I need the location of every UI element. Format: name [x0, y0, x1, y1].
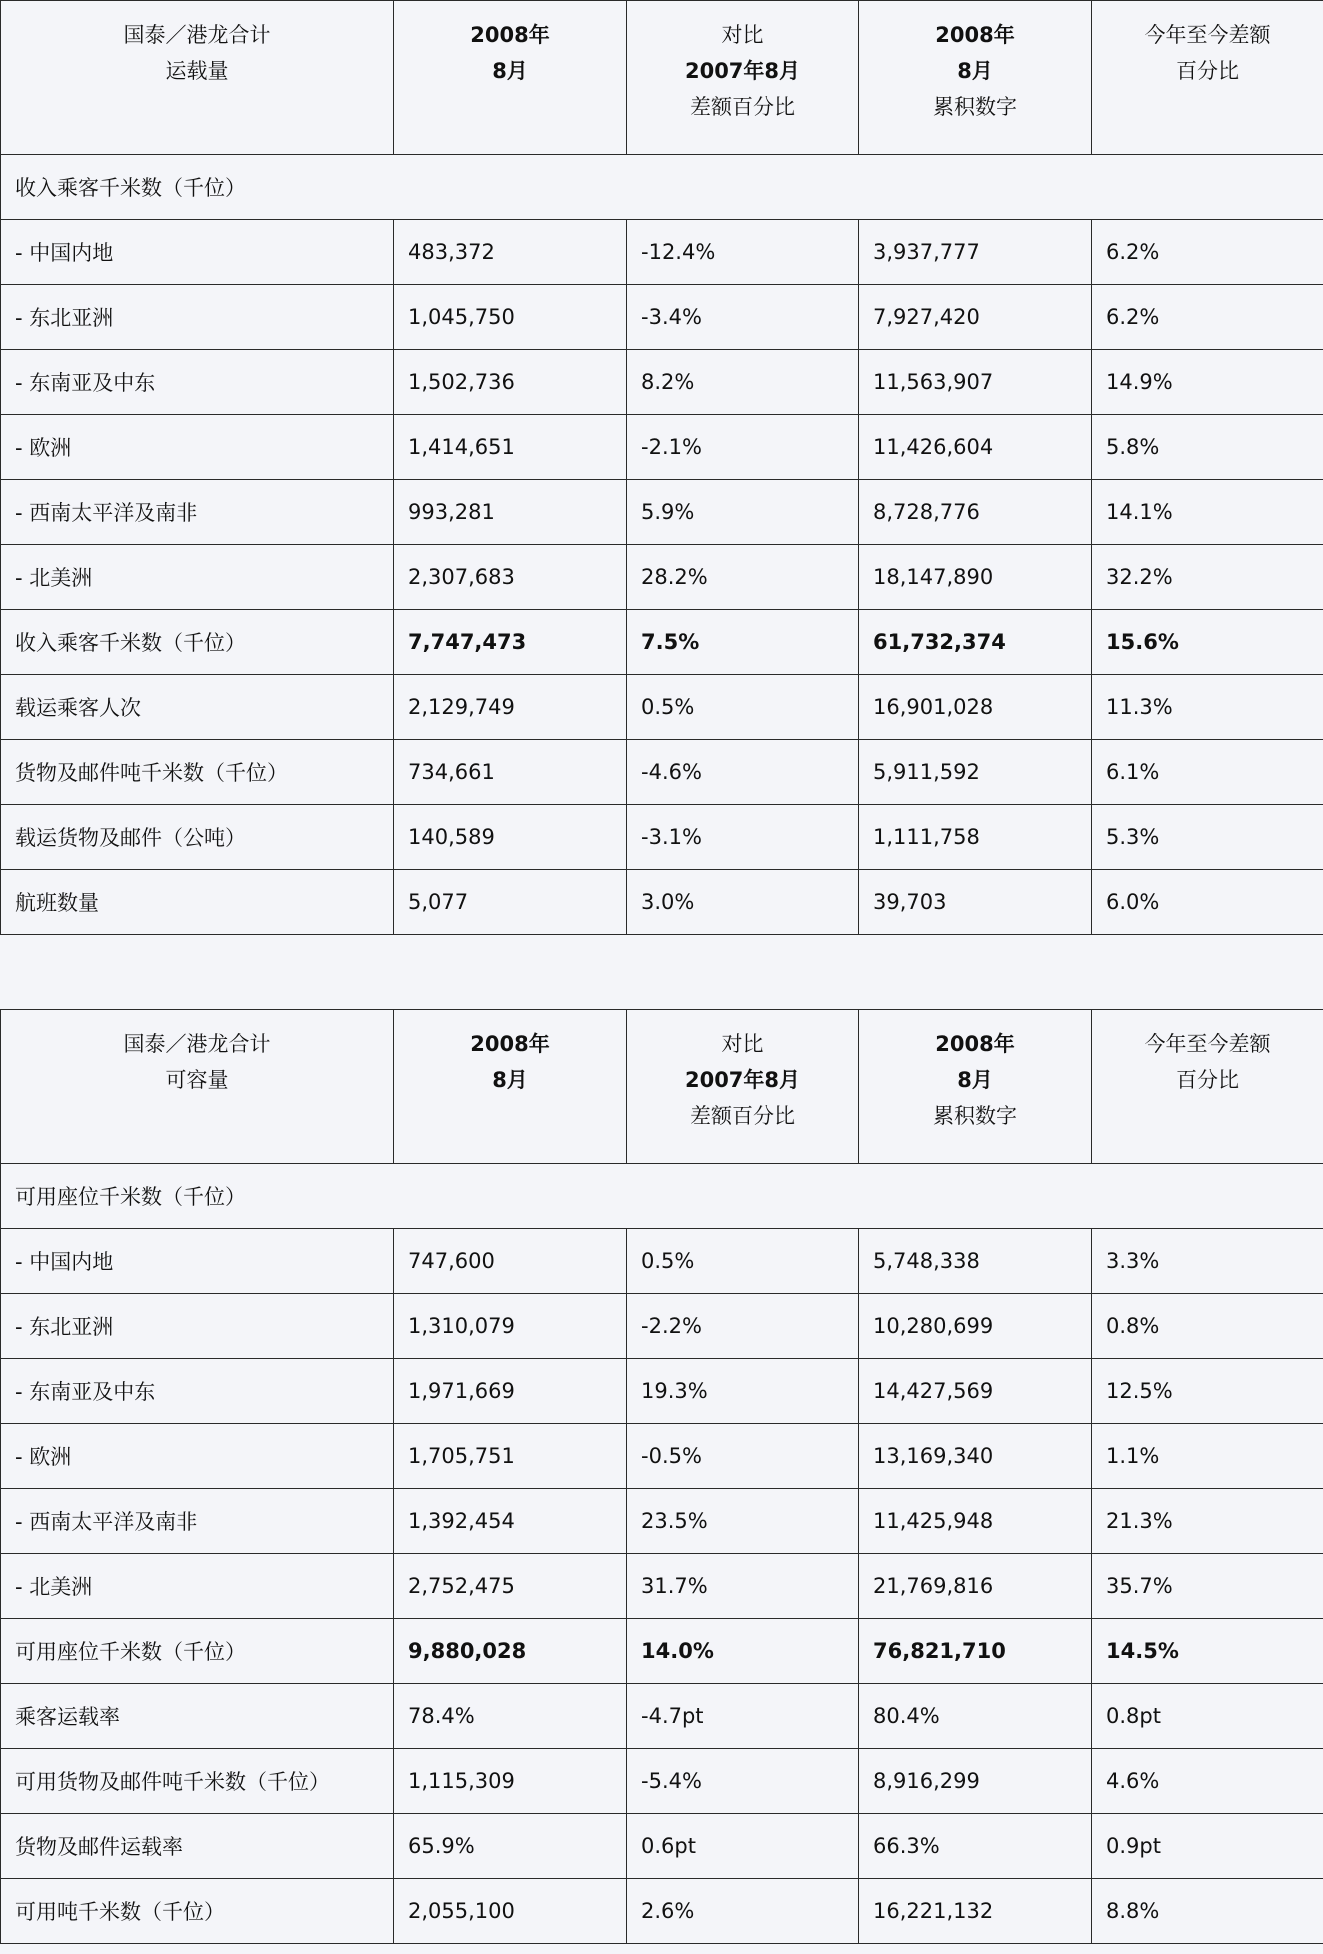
ytd-value: 6.0%: [1092, 870, 1323, 935]
header-line: 百分比: [1176, 59, 1239, 83]
traffic-table: [0, 0, 1323, 935]
ytd-value: 8.8%: [1092, 1879, 1323, 1944]
cumulative-value: 11,426,604: [859, 415, 1092, 480]
table-row: [1, 1294, 1323, 1359]
ytd-value: 1.1%: [1092, 1424, 1323, 1489]
cumulative-value: 1,111,758: [859, 805, 1092, 870]
change-value: 0.6pt: [627, 1814, 859, 1879]
ytd-value: 21.3%: [1092, 1489, 1323, 1554]
row-label: - 西南太平洋及南非: [1, 480, 394, 545]
table-row: [1, 1424, 1323, 1489]
row-label: - 欧洲: [1, 1424, 394, 1489]
cumulative-value: 16,221,132: [859, 1879, 1092, 1944]
section-row: [1, 1164, 1323, 1229]
ytd-value: 0.8pt: [1092, 1684, 1323, 1749]
header-metric: [1, 1010, 394, 1164]
ytd-value: 14.9%: [1092, 350, 1323, 415]
ytd-value: 5.3%: [1092, 805, 1323, 870]
table-row: [1, 480, 1323, 545]
cumulative-value: 11,563,907: [859, 350, 1092, 415]
header-line: 8月: [492, 59, 528, 83]
section-label: 收入乘客千米数（千位）: [1, 155, 1323, 220]
section-row: [1, 155, 1323, 220]
header-line: 今年至今差额: [1144, 1032, 1271, 1056]
change-value: -4.7pt: [627, 1684, 859, 1749]
header-line: 累积数字: [933, 1104, 1017, 1128]
change-value: 31.7%: [627, 1554, 859, 1619]
cumulative-value: 66.3%: [859, 1814, 1092, 1879]
ytd-value: 0.8%: [1092, 1294, 1323, 1359]
capacity-table: [0, 1009, 1323, 1944]
header-line: 对比: [721, 23, 764, 47]
month-value: 1,414,651: [394, 415, 627, 480]
cumulative-value: 16,901,028: [859, 675, 1092, 740]
row-label: 可用货物及邮件吨千米数（千位）: [1, 1749, 394, 1814]
table-row: [1, 740, 1323, 805]
table-row: [1, 220, 1323, 285]
header-month: [394, 1010, 627, 1164]
header-line: 2008年: [935, 23, 1015, 47]
header-line: 百分比: [1176, 1068, 1239, 1092]
ytd-value: 11.3%: [1092, 675, 1323, 740]
month-value: 734,661: [394, 740, 627, 805]
row-label: - 中国内地: [1, 1229, 394, 1294]
ytd-value: 14.5%: [1092, 1619, 1323, 1684]
header-line: 对比: [721, 1032, 764, 1056]
ytd-value: 5.8%: [1092, 415, 1323, 480]
change-value: -2.1%: [627, 415, 859, 480]
row-label: - 北美洲: [1, 1554, 394, 1619]
table-row: [1, 870, 1323, 935]
table-row: [1, 285, 1323, 350]
ytd-value: 14.1%: [1092, 480, 1323, 545]
month-value: 140,589: [394, 805, 627, 870]
change-value: 0.5%: [627, 675, 859, 740]
header-line: 2007年8月: [684, 1068, 801, 1092]
table-row: [1, 1749, 1323, 1814]
row-label: 货物及邮件吨千米数（千位）: [1, 740, 394, 805]
change-value: 0.5%: [627, 1229, 859, 1294]
change-value: -2.2%: [627, 1294, 859, 1359]
header-line: 8月: [492, 1068, 528, 1092]
row-label: - 中国内地: [1, 220, 394, 285]
ytd-value: 35.7%: [1092, 1554, 1323, 1619]
header-metric: [1, 1, 394, 155]
change-value: -3.4%: [627, 285, 859, 350]
month-value: 1,115,309: [394, 1749, 627, 1814]
month-value: 7,747,473: [394, 610, 627, 675]
header-ytd: [1092, 1, 1323, 155]
table-row: [1, 1879, 1323, 1944]
month-value: 5,077: [394, 870, 627, 935]
table-row: [1, 1814, 1323, 1879]
header-change: [627, 1, 859, 155]
header-ytd: [1092, 1010, 1323, 1164]
ytd-value: 6.2%: [1092, 285, 1323, 350]
month-value: 993,281: [394, 480, 627, 545]
cumulative-value: 3,937,777: [859, 220, 1092, 285]
header-line: 2007年8月: [684, 59, 801, 83]
change-value: 8.2%: [627, 350, 859, 415]
cumulative-value: 13,169,340: [859, 1424, 1092, 1489]
cumulative-value: 18,147,890: [859, 545, 1092, 610]
ytd-value: 4.6%: [1092, 1749, 1323, 1814]
table-row: [1, 805, 1323, 870]
ytd-value: 6.2%: [1092, 220, 1323, 285]
header-cumulative: [859, 1010, 1092, 1164]
month-value: 2,055,100: [394, 1879, 627, 1944]
table-row: [1, 1684, 1323, 1749]
change-value: 3.0%: [627, 870, 859, 935]
cumulative-value: 8,728,776: [859, 480, 1092, 545]
row-label: 航班数量: [1, 870, 394, 935]
cumulative-value: 10,280,699: [859, 1294, 1092, 1359]
month-value: 2,129,749: [394, 675, 627, 740]
row-label: 货物及邮件运载率: [1, 1814, 394, 1879]
cumulative-value: 61,732,374: [859, 610, 1092, 675]
change-value: 19.3%: [627, 1359, 859, 1424]
cumulative-value: 21,769,816: [859, 1554, 1092, 1619]
table-row: [1, 1359, 1323, 1424]
header-line: 累积数字: [933, 95, 1017, 119]
table-row: [1, 1554, 1323, 1619]
cumulative-value: 80.4%: [859, 1684, 1092, 1749]
change-value: 28.2%: [627, 545, 859, 610]
month-value: 2,307,683: [394, 545, 627, 610]
change-value: -4.6%: [627, 740, 859, 805]
header-line: 8月: [957, 1068, 993, 1092]
change-value: -12.4%: [627, 220, 859, 285]
cumulative-value: 8,916,299: [859, 1749, 1092, 1814]
ytd-value: 0.9pt: [1092, 1814, 1323, 1879]
change-value: 7.5%: [627, 610, 859, 675]
table-row: [1, 1489, 1323, 1554]
month-value: 483,372: [394, 220, 627, 285]
change-value: -5.4%: [627, 1749, 859, 1814]
row-label: - 东北亚洲: [1, 285, 394, 350]
header-line: 差额百分比: [690, 95, 795, 119]
month-value: 1,502,736: [394, 350, 627, 415]
header-line: 差额百分比: [690, 1104, 795, 1128]
row-label: - 北美洲: [1, 545, 394, 610]
cumulative-value: 7,927,420: [859, 285, 1092, 350]
ytd-value: 12.5%: [1092, 1359, 1323, 1424]
month-value: 1,310,079: [394, 1294, 627, 1359]
month-value: 65.9%: [394, 1814, 627, 1879]
cumulative-value: 5,748,338: [859, 1229, 1092, 1294]
header-line: 今年至今差额: [1144, 23, 1271, 47]
change-value: 5.9%: [627, 480, 859, 545]
table-header-row: [1, 1010, 1323, 1164]
ytd-value: 15.6%: [1092, 610, 1323, 675]
header-line: 国泰／港龙合计: [123, 1032, 271, 1056]
change-value: -3.1%: [627, 805, 859, 870]
month-value: 2,752,475: [394, 1554, 627, 1619]
change-value: 14.0%: [627, 1619, 859, 1684]
month-value: 78.4%: [394, 1684, 627, 1749]
cumulative-value: 11,425,948: [859, 1489, 1092, 1554]
change-value: -0.5%: [627, 1424, 859, 1489]
cumulative-value: 5,911,592: [859, 740, 1092, 805]
header-line: 可容量: [165, 1068, 229, 1092]
table-row: [1, 675, 1323, 740]
change-value: 23.5%: [627, 1489, 859, 1554]
header-line: 2008年: [470, 23, 550, 47]
total-row: [1, 610, 1323, 675]
month-value: 9,880,028: [394, 1619, 627, 1684]
row-label: 收入乘客千米数（千位）: [1, 610, 394, 675]
ytd-value: 6.1%: [1092, 740, 1323, 805]
row-label: 可用吨千米数（千位）: [1, 1879, 394, 1944]
row-label: 载运乘客人次: [1, 675, 394, 740]
total-row: [1, 1619, 1323, 1684]
header-cumulative: [859, 1, 1092, 155]
row-label: - 西南太平洋及南非: [1, 1489, 394, 1554]
row-label: - 东南亚及中东: [1, 350, 394, 415]
table-row: [1, 415, 1323, 480]
header-line: 国泰／港龙合计: [123, 23, 271, 47]
month-value: 747,600: [394, 1229, 627, 1294]
row-label: - 东北亚洲: [1, 1294, 394, 1359]
ytd-value: 32.2%: [1092, 545, 1323, 610]
cumulative-value: 76,821,710: [859, 1619, 1092, 1684]
month-value: 1,392,454: [394, 1489, 627, 1554]
month-value: 1,705,751: [394, 1424, 627, 1489]
month-value: 1,971,669: [394, 1359, 627, 1424]
cumulative-value: 39,703: [859, 870, 1092, 935]
change-value: 2.6%: [627, 1879, 859, 1944]
row-label: - 东南亚及中东: [1, 1359, 394, 1424]
row-label: 可用座位千米数（千位）: [1, 1619, 394, 1684]
table-row: [1, 1229, 1323, 1294]
table-header-row: [1, 1, 1323, 155]
header-line: 运载量: [165, 59, 229, 83]
header-line: 2008年: [935, 1032, 1015, 1056]
table-row: [1, 545, 1323, 610]
cumulative-value: 14,427,569: [859, 1359, 1092, 1424]
row-label: 载运货物及邮件（公吨）: [1, 805, 394, 870]
section-label: 可用座位千米数（千位）: [1, 1164, 1323, 1229]
ytd-value: 3.3%: [1092, 1229, 1323, 1294]
header-change: [627, 1010, 859, 1164]
header-line: 8月: [957, 59, 993, 83]
row-label: - 欧洲: [1, 415, 394, 480]
header-line: 2008年: [470, 1032, 550, 1056]
header-month: [394, 1, 627, 155]
row-label: 乘客运载率: [1, 1684, 394, 1749]
month-value: 1,045,750: [394, 285, 627, 350]
table-row: [1, 350, 1323, 415]
